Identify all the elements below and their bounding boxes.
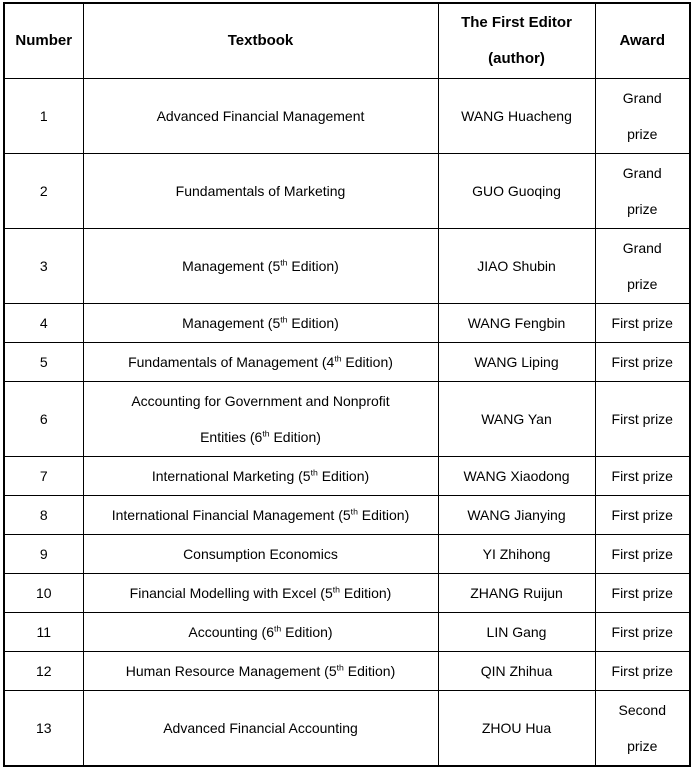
table-row [4, 496, 690, 535]
table-row [4, 154, 690, 229]
cell-number: 4 [4, 304, 83, 343]
cell-award: First prize [595, 574, 690, 613]
table-row [4, 691, 690, 767]
cell-number: 6 [4, 382, 83, 457]
column-header-editor: The First Editor (author) [438, 3, 595, 79]
cell-textbook: Human Resource Management (5th Edition) [83, 652, 438, 691]
column-header-award: Award [595, 3, 690, 79]
cell-editor: ZHANG Ruijun [438, 574, 595, 613]
cell-award: First prize [595, 382, 690, 457]
cell-editor: WANG Fengbin [438, 304, 595, 343]
cell-number: 12 [4, 652, 83, 691]
table-row [4, 304, 690, 343]
table-row [4, 535, 690, 574]
cell-editor: GUO Guoqing [438, 154, 595, 229]
cell-number: 1 [4, 79, 83, 154]
table-row [4, 457, 690, 496]
column-header-textbook: Textbook [83, 3, 438, 79]
cell-award: First prize [595, 652, 690, 691]
textbook-awards-table [3, 2, 691, 767]
cell-textbook: Financial Modelling with Excel (5th Edition) [83, 574, 438, 613]
cell-editor: WANG Liping [438, 343, 595, 382]
cell-award: Grand prize [595, 79, 690, 154]
cell-editor: WANG Yan [438, 382, 595, 457]
column-header-number: Number [4, 3, 83, 79]
cell-editor: JIAO Shubin [438, 229, 595, 304]
table-row [4, 229, 690, 304]
cell-number: 2 [4, 154, 83, 229]
header-row [4, 3, 690, 79]
table-header [4, 3, 690, 79]
cell-award: First prize [595, 304, 690, 343]
cell-editor: LIN Gang [438, 613, 595, 652]
cell-number: 11 [4, 613, 83, 652]
cell-award: First prize [595, 613, 690, 652]
cell-editor: WANG Xiaodong [438, 457, 595, 496]
cell-number: 9 [4, 535, 83, 574]
cell-award: First prize [595, 535, 690, 574]
table-row [4, 652, 690, 691]
cell-editor: YI Zhihong [438, 535, 595, 574]
cell-editor: WANG Huacheng [438, 79, 595, 154]
cell-editor: QIN Zhihua [438, 652, 595, 691]
cell-number: 8 [4, 496, 83, 535]
table-row [4, 343, 690, 382]
cell-number: 7 [4, 457, 83, 496]
cell-award: First prize [595, 343, 690, 382]
cell-award: Second prize [595, 691, 690, 767]
cell-number: 5 [4, 343, 83, 382]
cell-award: Grand prize [595, 154, 690, 229]
table-row [4, 574, 690, 613]
cell-number: 10 [4, 574, 83, 613]
cell-number: 13 [4, 691, 83, 767]
cell-textbook: Advanced Financial Management [83, 79, 438, 154]
cell-textbook: Consumption Economics [83, 535, 438, 574]
cell-award: Grand prize [595, 229, 690, 304]
table-body [4, 79, 690, 767]
table-row [4, 79, 690, 154]
cell-award: First prize [595, 457, 690, 496]
cell-textbook: Fundamentals of Management (4th Edition) [83, 343, 438, 382]
cell-textbook: Accounting for Government and Nonprofit Entities (6th Edition) [83, 382, 438, 457]
cell-textbook: International Financial Management (5th Edition) [83, 496, 438, 535]
cell-textbook: International Marketing (5th Edition) [83, 457, 438, 496]
cell-number: 3 [4, 229, 83, 304]
cell-textbook: Fundamentals of Marketing [83, 154, 438, 229]
cell-textbook: Management (5th Edition) [83, 229, 438, 304]
table-row [4, 382, 690, 457]
cell-editor: ZHOU Hua [438, 691, 595, 767]
cell-award: First prize [595, 496, 690, 535]
cell-textbook: Management (5th Edition) [83, 304, 438, 343]
cell-textbook: Advanced Financial Accounting [83, 691, 438, 767]
cell-textbook: Accounting (6th Edition) [83, 613, 438, 652]
cell-editor: WANG Jianying [438, 496, 595, 535]
table-row [4, 613, 690, 652]
